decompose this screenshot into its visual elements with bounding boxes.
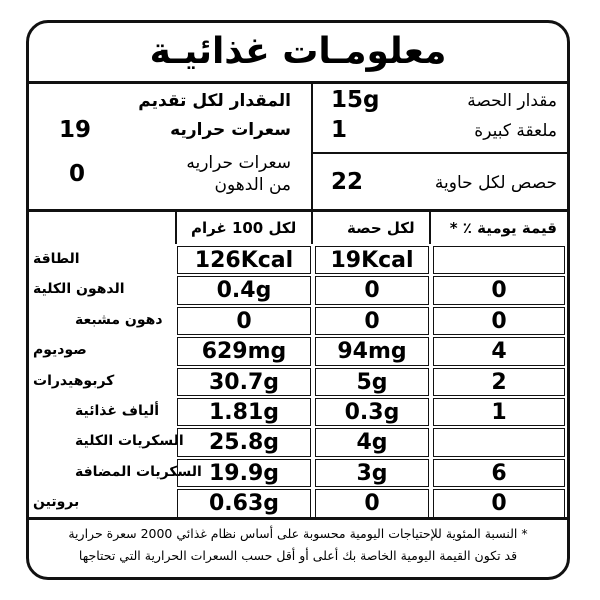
daily-value-cell-text: 6	[491, 460, 507, 486]
serving-divider	[313, 152, 567, 154]
footnote-line-1: * النسبة المئوية للإحتياجات اليومية محسوبة على أساس نظام غذائي 2000 سعرة حرارية	[68, 526, 528, 541]
daily-value-cell	[433, 398, 565, 426]
nutrient-label: السكريات الكلية	[75, 433, 184, 450]
per-100g-cell-text: 126Kcal	[194, 248, 294, 273]
info-center-divider	[311, 84, 313, 211]
calories-label: سعرات حراريه	[170, 120, 291, 140]
header-daily-value: قيمة يومية ٪ *	[449, 219, 557, 237]
per-100g-cell	[177, 489, 311, 517]
per-100g-cell	[177, 307, 311, 335]
daily-value-cell-text	[434, 247, 564, 273]
nutrient-label: الطاقة	[33, 251, 80, 267]
serving-size-label: مقدار الحصة	[467, 91, 557, 111]
per-serving-cell	[315, 337, 429, 365]
per-serving-cell-text: 3g	[356, 460, 388, 486]
per-100g-cell-text: 1.81g	[208, 400, 280, 425]
nutrient-label: الدهون الكلية	[33, 281, 125, 298]
title-divider	[29, 81, 567, 84]
nutrient-label: السكريات المضافة	[75, 463, 202, 480]
table-row	[29, 367, 567, 397]
per-100g-cell	[177, 368, 311, 396]
table-row	[29, 397, 567, 427]
per-serving-cell	[315, 398, 429, 426]
header-divider-1	[175, 212, 177, 244]
info-bottom-divider	[29, 209, 567, 212]
table-row	[29, 275, 567, 305]
table-row	[29, 336, 567, 366]
nutrient-label: بروتين	[33, 494, 80, 511]
per-serving-cell-text: 5g	[356, 369, 388, 395]
per-100g-cell	[177, 398, 311, 426]
daily-value-cell	[433, 459, 565, 487]
daily-value-cell	[433, 276, 565, 304]
per-100g-cell	[177, 459, 311, 487]
servings-per-container-label: حصص لكل حاوية	[434, 173, 557, 193]
table-row	[29, 427, 567, 457]
daily-value-cell-text: 0	[491, 491, 507, 517]
table-row	[29, 306, 567, 336]
amount-per-serving-header: المقدار لكل تقديم	[138, 91, 291, 111]
per-100g-cell	[177, 428, 311, 456]
nutrient-label: كربوهيدرات	[33, 372, 115, 389]
per-serving-cell-text: 94mg	[337, 339, 407, 365]
per-serving-cell	[315, 428, 429, 456]
per-serving-cell-text: 0.3g	[344, 400, 400, 425]
header-per-100g: لكل 100 غرام	[191, 219, 297, 237]
fat-calories-label-2: من الدهون	[214, 175, 291, 195]
per-100g-cell-text: 30.7g	[208, 369, 280, 395]
per-serving-cell	[315, 307, 429, 335]
daily-value-cell-text: 0	[491, 278, 507, 304]
daily-value-cell-text: 1	[491, 400, 507, 425]
header-divider-3	[429, 212, 431, 244]
per-100g-cell-text: 0.4g	[216, 278, 272, 304]
nutrient-label: صوديوم	[33, 342, 87, 359]
daily-value-cell	[433, 489, 565, 517]
per-100g-cell	[177, 246, 311, 274]
per-serving-cell	[315, 489, 429, 517]
per-serving-cell	[315, 459, 429, 487]
per-serving-cell-text: 4g	[356, 430, 388, 456]
calories-value: 19	[59, 117, 92, 143]
daily-value-cell	[433, 368, 565, 396]
nutrition-facts-panel	[26, 20, 570, 580]
per-serving-cell-text: 19Kcal	[330, 248, 414, 273]
serving-spoon-value: 1	[331, 117, 348, 143]
per-serving-cell-text: 0	[364, 278, 380, 304]
servings-per-container-value: 22	[331, 169, 364, 195]
per-100g-cell-text: 19.9g	[208, 460, 280, 486]
serving-size-value: 15g	[331, 87, 380, 113]
per-serving-cell-text: 0	[364, 491, 380, 517]
daily-value-cell-text: 2	[491, 369, 507, 395]
table-row	[29, 245, 567, 275]
per-serving-cell-text: 0	[364, 308, 380, 334]
daily-value-cell-text: 4	[491, 339, 507, 365]
nutrient-label: دهون مشبعة	[75, 311, 163, 328]
table-row	[29, 488, 567, 518]
panel-title: معلومـات غذائيـة	[149, 31, 447, 72]
daily-value-cell-text: 0	[491, 308, 507, 334]
per-serving-cell	[315, 246, 429, 274]
daily-value-cell	[433, 246, 565, 274]
daily-value-cell	[433, 337, 565, 365]
daily-value-cell	[433, 307, 565, 335]
per-serving-cell	[315, 368, 429, 396]
nutrient-label: ألياف غذائية	[75, 403, 160, 419]
daily-value-cell-text	[434, 429, 564, 455]
per-100g-cell	[177, 276, 311, 304]
serving-spoon-label: ملعقة كبيرة	[474, 121, 557, 141]
footnote-line-2: قد تكون القيمة اليومية الخاصة بك أعلى أو أقل حسب السعرات الحرارية التي تحتاجها	[78, 548, 518, 563]
fat-calories-value: 0	[69, 161, 86, 187]
per-serving-cell	[315, 276, 429, 304]
fat-calories-label-1: سعرات حراريه	[186, 153, 291, 173]
per-100g-cell-text: 0.63g	[208, 491, 280, 517]
table-row	[29, 458, 567, 488]
per-100g-cell	[177, 337, 311, 365]
per-100g-cell-text: 0	[236, 308, 252, 334]
per-100g-cell-text: 25.8g	[208, 430, 280, 456]
table-bottom-divider	[29, 517, 567, 520]
daily-value-cell	[433, 428, 565, 456]
header-divider-2	[311, 212, 313, 244]
per-100g-cell-text: 629mg	[201, 339, 287, 365]
header-per-serving: لكل حصة	[347, 219, 415, 237]
